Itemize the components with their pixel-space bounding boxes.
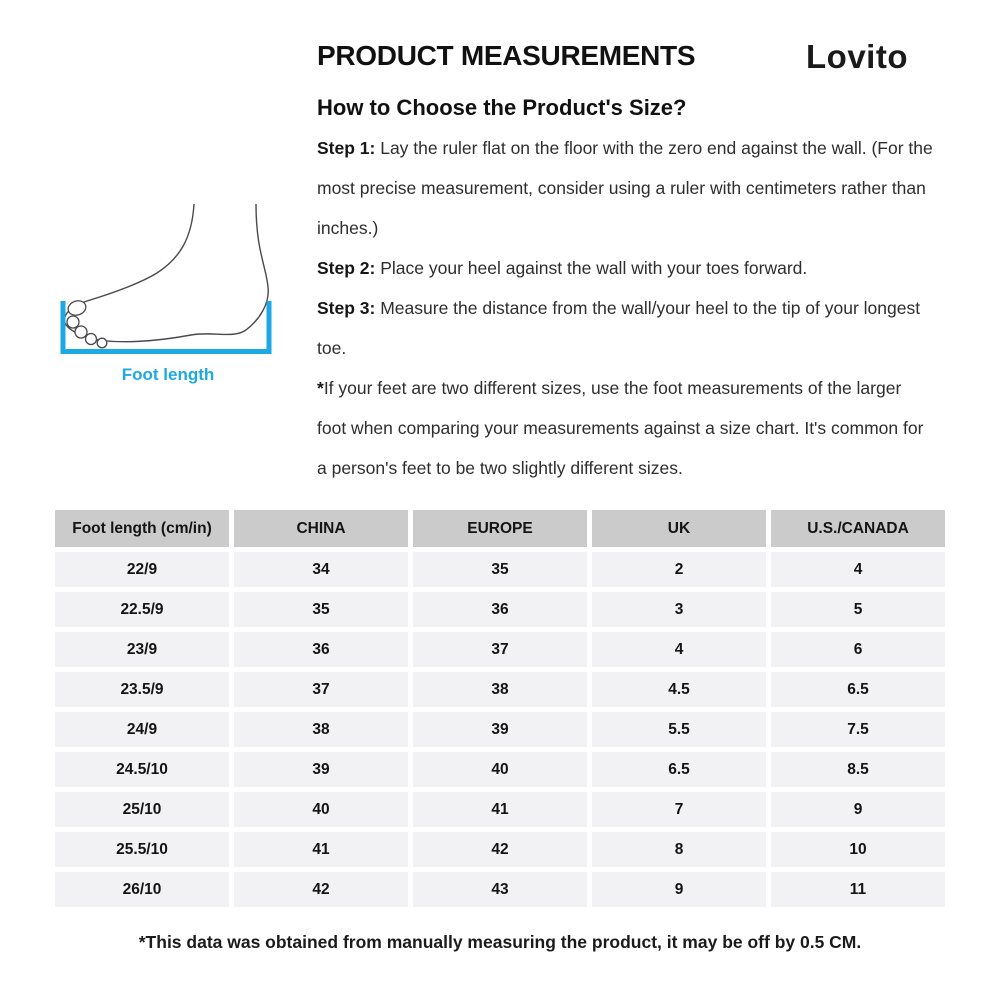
table-cell: 41 xyxy=(413,792,587,827)
table-cell: 4.5 xyxy=(592,672,766,707)
foot-diagram xyxy=(53,198,283,385)
step-text: Place your heel against the wall with your toes forward. xyxy=(380,258,808,278)
table-row xyxy=(55,832,945,867)
table-cell: 6.5 xyxy=(771,672,945,707)
table-cell: 26/10 xyxy=(55,872,229,907)
size-table xyxy=(55,510,945,907)
table-cell: 8 xyxy=(592,832,766,867)
table-row xyxy=(55,872,945,907)
table-cell: 23.5/9 xyxy=(55,672,229,707)
table-cell: 36 xyxy=(413,592,587,627)
table-row xyxy=(55,672,945,707)
table-cell: 23/9 xyxy=(55,632,229,667)
step-paragraph xyxy=(317,288,935,368)
table-cell: 3 xyxy=(592,592,766,627)
table-cell: 25/10 xyxy=(55,792,229,827)
page-title: PRODUCT MEASUREMENTS xyxy=(317,40,696,71)
table-cell: 39 xyxy=(234,752,408,787)
guide-instructions xyxy=(317,128,935,488)
header-cell-europe: EUROPE xyxy=(413,510,587,547)
table-cell: 9 xyxy=(771,792,945,827)
guide-heading: How to Choose the Product's Size? xyxy=(317,95,687,120)
table-cell: 39 xyxy=(413,712,587,747)
table-cell: 4 xyxy=(592,632,766,667)
table-cell: 8.5 xyxy=(771,752,945,787)
step-text: Lay the ruler flat on the floor with the zero end against the wall. (For the most precise measurement, consider using a ruler with centimeters rather than inches.) xyxy=(317,138,933,238)
table-cell: 37 xyxy=(413,632,587,667)
header-cell-china: CHINA xyxy=(234,510,408,547)
table-header-row xyxy=(55,510,945,547)
step-label: Step 1: xyxy=(317,138,381,158)
table-cell: 42 xyxy=(413,832,587,867)
header-cell-us-canada: U.S./CANADA xyxy=(771,510,945,547)
toe xyxy=(97,338,107,348)
step-label: * xyxy=(317,378,324,398)
step-paragraph xyxy=(317,368,935,488)
table-row xyxy=(55,712,945,747)
foot-illustration-icon xyxy=(53,198,283,358)
table-cell: 25.5/10 xyxy=(55,832,229,867)
table-cell: 5.5 xyxy=(592,712,766,747)
table-cell: 6 xyxy=(771,632,945,667)
step-paragraph xyxy=(317,128,935,248)
table-cell: 42 xyxy=(234,872,408,907)
table-cell: 7 xyxy=(592,792,766,827)
brand-logo: Lovito xyxy=(806,38,908,75)
table-cell: 4 xyxy=(771,552,945,587)
table-cell: 36 xyxy=(234,632,408,667)
step-text: Measure the distance from the wall/your heel to the tip of your longest toe. xyxy=(317,298,921,358)
table-row xyxy=(55,752,945,787)
toe xyxy=(86,334,97,345)
header-cell-foot-length: Foot length (cm/in) xyxy=(55,510,229,547)
table-cell: 11 xyxy=(771,872,945,907)
table-cell: 5 xyxy=(771,592,945,627)
table-cell: 24.5/10 xyxy=(55,752,229,787)
step-label: Step 3: xyxy=(317,298,381,318)
toe xyxy=(67,316,79,328)
table-row xyxy=(55,632,945,667)
toe xyxy=(75,326,87,338)
table-cell: 41 xyxy=(234,832,408,867)
header-cell-uk: UK xyxy=(592,510,766,547)
foot-outline xyxy=(65,204,269,342)
table-cell: 40 xyxy=(413,752,587,787)
table-cell: 22/9 xyxy=(55,552,229,587)
table-row xyxy=(55,792,945,827)
table-cell: 43 xyxy=(413,872,587,907)
table-cell: 37 xyxy=(234,672,408,707)
table-cell: 24/9 xyxy=(55,712,229,747)
table-cell: 38 xyxy=(413,672,587,707)
step-paragraph xyxy=(317,248,935,288)
table-cell: 2 xyxy=(592,552,766,587)
table-cell: 35 xyxy=(234,592,408,627)
table-row xyxy=(55,552,945,587)
table-cell: 6.5 xyxy=(592,752,766,787)
table-cell: 35 xyxy=(413,552,587,587)
footnote: *This data was obtained from manually measuring the product, it may be off by 0.5 CM. xyxy=(138,932,862,952)
table-cell: 40 xyxy=(234,792,408,827)
table-row xyxy=(55,592,945,627)
step-text: If your feet are two different sizes, use the foot measurements of the larger foot when comparing your measurements against a size chart. It's common for a person's feet to be two slightly different sizes. xyxy=(317,378,924,478)
table-cell: 9 xyxy=(592,872,766,907)
step-label: Step 2: xyxy=(317,258,381,278)
table-cell: 38 xyxy=(234,712,408,747)
table-cell: 10 xyxy=(771,832,945,867)
table-cell: 22.5/9 xyxy=(55,592,229,627)
table-cell: 7.5 xyxy=(771,712,945,747)
foot-length-caption: Foot length xyxy=(121,365,215,384)
table-cell: 34 xyxy=(234,552,408,587)
